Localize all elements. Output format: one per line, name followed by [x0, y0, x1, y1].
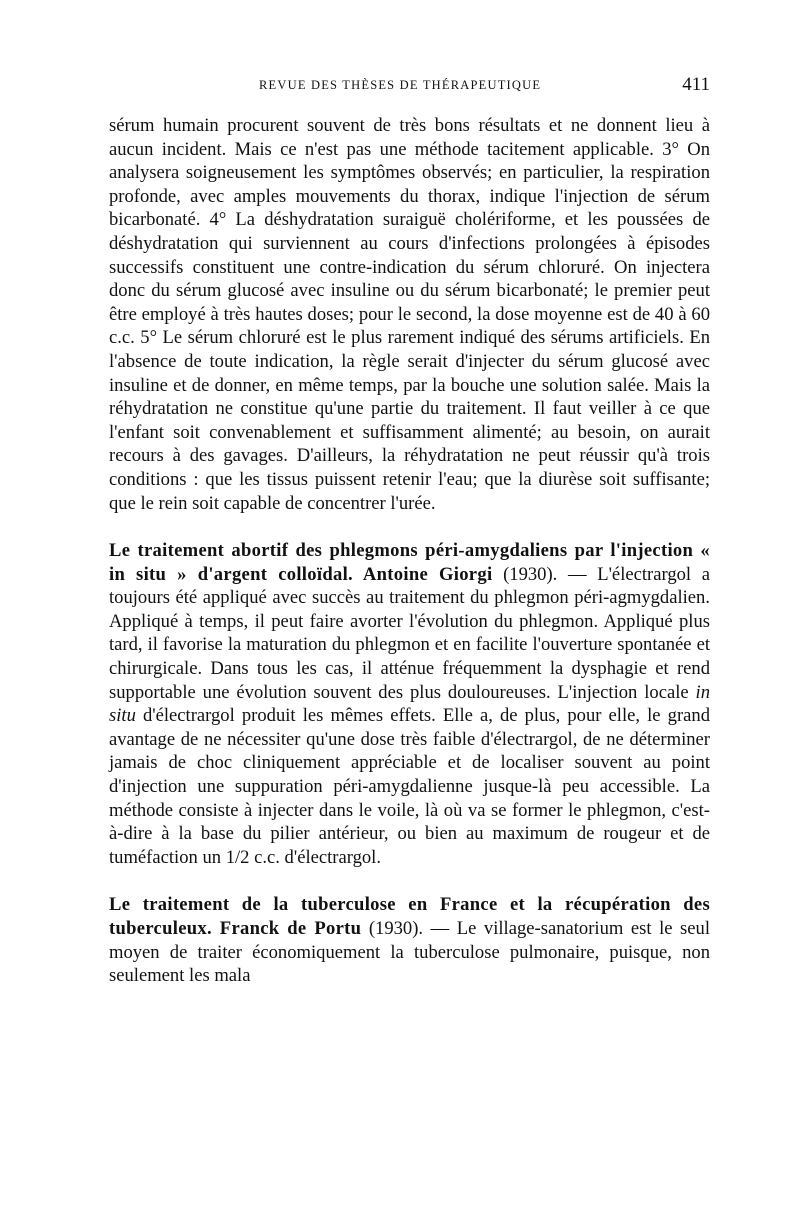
body-text [109, 114, 710, 988]
paragraph-tuberculose [109, 893, 710, 987]
article-title-tuberculose: Le traitement de la tuberculose en France et la récupération des tuberculeux. Franck de Portu [109, 894, 710, 939]
running-title: REVUE DES THÈSES DE THÉRAPEUTIQUE [259, 78, 542, 92]
article-title-phlegmons: Le traitement abortif des phlegmons péri-amygdaliens par l'injection « in situ » d'argent colloïdal. Antoine Giorgi [109, 540, 710, 585]
paragraph-serum: sérum humain procurent souvent de très bons résultats et ne donnent lieu à aucun incident. Mais ce n'est pas une méthode tacitement applicable. 3° On analysera soigneusement les symptômes observés; en particulier, la respiration profonde, avec amples mouvements du thorax, indique l'injection de sérum bicarbonaté. 4° La déshydratation suraiguë cholériforme, et les poussées de déshydratation qui surviennent au cours d'infections prolongées à épisodes successifs constituent une contre-indication du sérum chloruré. On injectera donc du sérum glucosé avec insuline ou du sérum bicarbonaté; le premier peut être employé à très hautes doses; pour le second, la dose moyenne est de 40 à 60 c.c. 5° Le sérum chloruré est le plus rarement indiqué des sérums artificiels. En l'absence de toute indication, la règle serait d'injecter du sérum glucosé avec insuline et de donner, en même temps, par la bouche une solution salée. Mais la réhydratation ne constitue qu'une partie du traitement. Il faut veiller à ce que l'enfant soit convenablement et suffisamment alimenté; au besoin, on aurait recours à des gavages. D'ailleurs, la réhydratation ne peut réussir qu'à trois conditions : que les tissus puissent retenir l'eau; que la diurèse soit suffisante; que le rein soit capable de concentrer l'urée. [109, 115, 710, 514]
running-head [109, 74, 710, 98]
paragraph-phlegmons [109, 539, 710, 869]
article-italic-in-situ: in situ [109, 681, 710, 727]
page-number: 411 [682, 74, 710, 95]
article-text-phlegmons-b: d'électrargol produit les mêmes effets. Elle a, de plus, pour elle, le grand avantage de ne nécessiter qu'une dose très faible d'électrargol, de ne déterminer jamais de choc cliniquement appréciable et de localiser souvent au point d'injection une suppuration péri-amygdalienne jusque-là peu accessible. La méthode consiste à injecter dans le voile, là où va se former le phlegmon, c'est-à-dire à la base du pilier antérieur, ou bien au maximum de rougeur et de tuméfaction un 1/2 c.c. d'électrargol. [109, 705, 710, 868]
article-text-tuberculose: — Le village-sanatorium est le seul moyen de traiter économiquement la tuberculose pulmonaire, puisque, non seulement les mala [109, 918, 710, 987]
article-text-phlegmons-a: — L'électrargol a toujours été appliqué avec succès au traitement du phlegmon péri-agmygdalien. Appliqué à temps, il peut faire avorter l'évolution du phlegmon. Appliqué plus tard, il favorise la maturation du phlegmon et en facilite l'ouverture spontanée et chirurgicale. Dans tous les cas, il atténue fréquemment la dysphagie et rend supportable une évolution souvent des plus douloureuses. L'injection locale [109, 563, 710, 703]
article-year-tuberculose: (1930). [361, 918, 424, 939]
article-year-phlegmons: (1930). [503, 563, 558, 585]
